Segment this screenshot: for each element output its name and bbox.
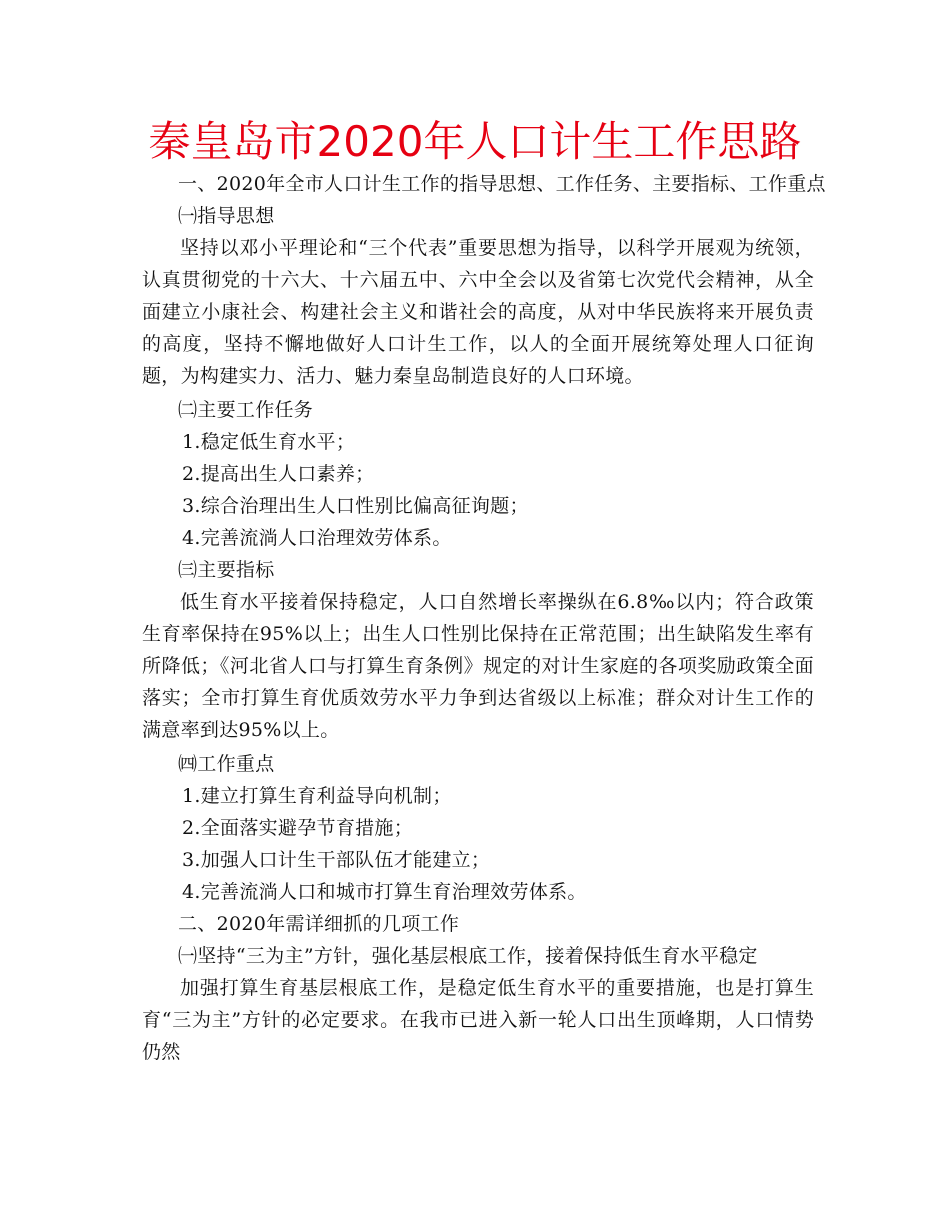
task-item: 4.完善流淌人口治理效劳体系。	[182, 527, 452, 549]
section1-sub2-heading: ㈡主要工作任务	[178, 399, 314, 421]
grassroots-work-paragraph: 加强打算生育基层根底工作，是稳定低生育水平的重要措施，也是打算生育“三为主”方针的必定要求。在我市已进入新一轮人口出生顶峰期，人口情势仍然	[142, 977, 814, 1063]
main-indicators-paragraph: 低生育水平接着保持稳定，人口自然增长率操纵在6.8‰以内；符合政策生育率保持在95%以上；出生人口性别比保持在正常范围；出生缺陷发生率有所降低；《河北省人口与打算生育条例》规定的对计生家庭的各项奖励政策全面落实；全市打算生育优质效劳水平力争到达省级以上标准；群众对计生工作的满意率到达95%以上。	[142, 591, 814, 741]
document-body	[142, 168, 826, 1063]
task-item: 1.稳定低生育水平；	[182, 431, 356, 453]
focus-item: 3.加强人口计生干部队伍才能建立；	[182, 849, 491, 871]
section1-sub3-heading: ㈢主要指标	[178, 559, 275, 581]
guiding-ideology-paragraph: 坚持以邓小平理论和“三个代表”重要思想为指导，以科学开展观为统领，认真贯彻党的十六大、十六届五中、六中全会以及省第七次党代会精神，从全面建立小康社会、构建社会主义和谐社会的高度，从对中华民族将来开展负责的高度，坚持不懈地做好人口计生工作，以人的全面开展统筹处理人口征询题，为构建实力、活力、魅力秦皇岛制造良好的人口环境。	[142, 237, 814, 387]
focus-item: 4.完善流淌人口和城市打算生育治理效劳体系。	[182, 881, 587, 903]
focus-item: 2.全面落实避孕节育措施；	[182, 817, 414, 839]
section1-sub4-heading: ㈣工作重点	[178, 753, 275, 775]
section1-heading: 一、2020年全市人口计生工作的指导思想、工作任务、主要指标、工作重点	[178, 173, 826, 195]
section2-sub1-heading: ㈠坚持“三为主”方针，强化基层根底工作，接着保持低生育水平稳定	[178, 945, 758, 967]
section2-heading: 二、2020年需详细抓的几项工作	[178, 913, 460, 935]
document-title: 秦皇岛市2020年人口计生工作思路	[148, 117, 802, 166]
focus-item: 1.建立打算生育利益导向机制；	[182, 785, 452, 807]
task-item: 3.综合治理出生人口性别比偏高征询题；	[182, 495, 529, 517]
task-item: 2.提高出生人口素养；	[182, 463, 375, 485]
section1-sub1-heading: ㈠指导思想	[178, 205, 275, 227]
